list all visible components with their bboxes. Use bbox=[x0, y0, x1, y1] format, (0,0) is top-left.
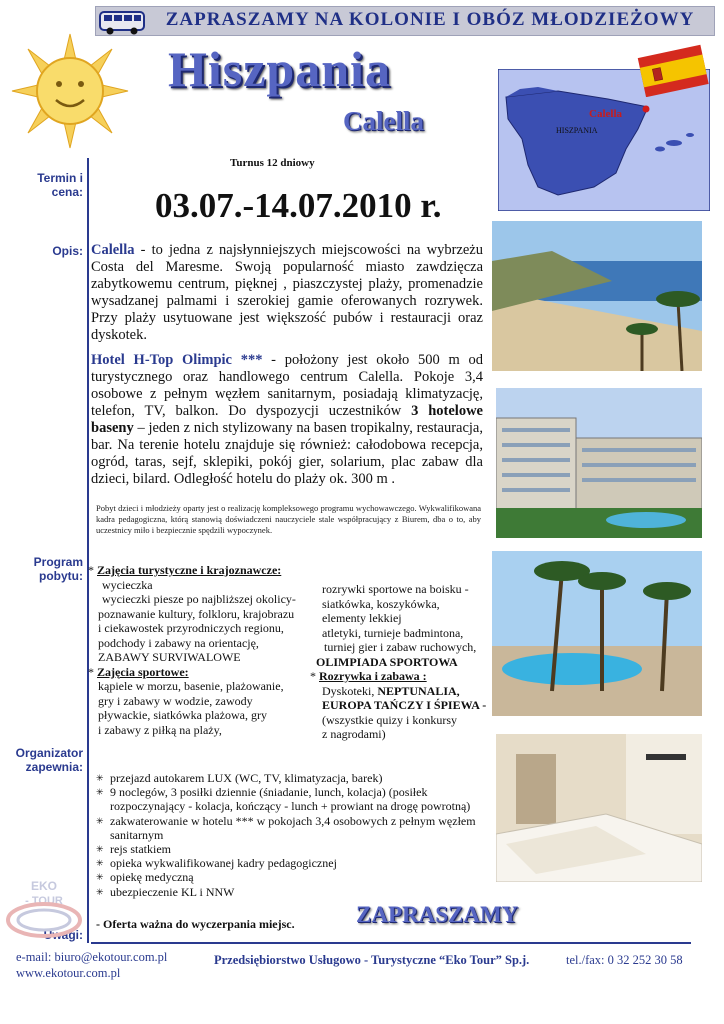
list-item: ✳ opiekę medyczną bbox=[96, 870, 496, 884]
program-note: Pobyt dzieci i młodzieży oparty jest o realizację kompleksowego programu wychowawczego. Wykwalifikowana kadra pedagogiczna, którą stanowią doświadczeni nauczyciele stale współpracujący z Biurem, dba o to, aby uczestnicy miło i bezpiecznie spędzili wypoczynek. bbox=[96, 503, 481, 535]
dates-text: 03.07.-14.07.2010 r. bbox=[155, 186, 442, 225]
opis-text: - to jedna z najsłynniejszych miejscowości na wybrzeżu Costa del Maresme. Swoją popularność miasto zawdzięcza zabytkowemu centrum, pięknej , piaszczystej plaży, promenadzie wysadzanej palmami i szerokiej gamie oferowanych rozrywek. Przy plaży usytuowane jest większość pubów i restauracji oraz dyskotek. bbox=[91, 242, 483, 343]
program-item: wycieczki piesze po najbliższej okolicy- bbox=[102, 592, 296, 606]
hotel-photo bbox=[496, 388, 702, 538]
list-item: ✳ przejazd autokarem LUX (WC, TV, klimatyzacja, barek) bbox=[96, 771, 496, 785]
program-heading-fun: Rozrywka i zabawa : bbox=[319, 669, 427, 683]
program-item: wycieczka bbox=[102, 577, 153, 592]
svg-text:EKO: EKO bbox=[30, 879, 58, 893]
program-item: i ciekawostek przyrodniczych regionu, bbox=[98, 621, 284, 635]
eko-tour-logo bbox=[4, 868, 84, 942]
sun-icon bbox=[10, 32, 130, 150]
hotel-text-1: - położony jest około 500 m od turystycznego oraz handlowego centrum Calella. Pokoje 3,4 osobowe z pełnym węzłem sanitarnym, posiadają klimatyzację, telefon, TV, balkon. Do dyspozycji uczestników bbox=[91, 352, 483, 419]
list-item: ✳ 9 noclegów, 3 posiłki dziennie (śniadanie, lunch, kolacja) (posiłek rozpoczynający - kolacja, kończący - lunch + prowiant na drogę powrotną) bbox=[96, 785, 496, 813]
program-item: podchody i zabawy na orientację, bbox=[98, 635, 259, 650]
program-olympics: OLIMPIADA SPORTOWA bbox=[316, 654, 458, 669]
hotel-paragraph bbox=[91, 352, 483, 488]
program-item: EUROPA TAŃCZY I ŚPIEWA - bbox=[322, 698, 487, 712]
organizer-list bbox=[96, 771, 496, 899]
turnus-text: Turnus 12 dniowy bbox=[230, 157, 315, 169]
program-item: pływackie, siatkówka plażowa, gry bbox=[98, 708, 267, 722]
label-opis: Opis: bbox=[52, 244, 83, 258]
map-city-label: Calella bbox=[589, 108, 622, 120]
pool-photo bbox=[492, 551, 702, 716]
list-item: ✳ rejs statkiem bbox=[96, 842, 496, 856]
opis-lead: Calella bbox=[91, 242, 135, 258]
page-title: Hiszpania bbox=[168, 41, 391, 97]
invite-heading: ZAPRASZAMY bbox=[356, 902, 519, 927]
vertical-divider bbox=[87, 158, 89, 943]
label-program: Program pobytu: bbox=[33, 555, 83, 583]
hotel-name: Hotel H-Top Olimpic *** bbox=[91, 352, 263, 368]
footer-website[interactable]: www.ekotour.com.pl bbox=[16, 966, 121, 980]
map-country-label: HISZPANIA bbox=[556, 126, 598, 135]
program-item: siatkówka, koszykówka, bbox=[322, 596, 440, 611]
program-heading-sport: Zajęcia sportowe: bbox=[97, 664, 189, 679]
program-item: z nagrodami) bbox=[322, 727, 386, 741]
room-photo bbox=[496, 734, 702, 882]
hotel-text-2: – jeden z nich stylizowany na basen tropikalny, restauracja, bar. Na terenie hotelu znajduje się również: całodobowa recepcja, ogród, taras, sejf, sklepiki, pokój gier, solarium, plac zabaw dla dzieci, bilard. Odległość hotelu do plaży ok. 300 m . bbox=[91, 420, 483, 487]
label-organizator: Organizator zapewnia: bbox=[15, 746, 83, 774]
program-right: rozrywki sportowe na boisku - siatkówka, koszykówka, elementy lekkiej atletyki, turnieje badmintona, turniej gier i zabaw ruchowych, OLIMPIADA SPORTOWA * Rozrywka i zabawa : Dyskoteki, NEPTUNALIA, EUROPA TAŃCZY I ŚPIEWA - (wszystkie quizy i konkursy z nagrodami) bbox=[310, 582, 500, 742]
program-item: atletyki, turnieje badmintona, bbox=[322, 625, 464, 640]
list-item: ✳ ubezpieczenie KL i NNW bbox=[96, 885, 496, 899]
footer-divider bbox=[91, 942, 691, 944]
svg-text:- TOUR: - TOUR bbox=[25, 895, 63, 907]
program-item: Dyskoteki, NEPTUNALIA, bbox=[322, 683, 460, 698]
program-item: turniej gier i zabaw ruchowych, bbox=[324, 640, 477, 654]
program-item: i zabawy z piłką na plaży, bbox=[98, 722, 222, 737]
opis-paragraph bbox=[91, 242, 483, 344]
list-item: ✳ zakwaterowanie w hotelu *** w pokojach 3,4 osobowych z pełnym węzłem sanitarnym bbox=[96, 814, 496, 842]
footer-email[interactable]: e-mail: biuro@ekotour.com.pl bbox=[16, 950, 168, 964]
label-uwagi: Uwagi: bbox=[43, 928, 83, 942]
program-item: ZABAWY SURVIWALOWE bbox=[98, 650, 241, 664]
program-heading-tourism: Zajęcia turystyczne i krajoznawcze: bbox=[97, 563, 282, 577]
page-subtitle: Calella bbox=[343, 106, 424, 136]
program-item: elementy lekkiej bbox=[322, 611, 402, 625]
program-item: gry i zabawy w wodzie, zawody bbox=[98, 693, 253, 708]
spain-flag-icon bbox=[637, 43, 709, 97]
label-termin: Termin i cena: bbox=[37, 171, 83, 199]
beach-photo bbox=[492, 221, 702, 371]
offer-note: - Oferta ważna do wyczerpania miejsc. bbox=[96, 917, 295, 931]
banner-text: ZAPRASZAMY NA KOLONIE I OBÓZ MŁODZIEŻOWY bbox=[165, 9, 695, 30]
list-item: ✳ opieka wykwalifikowanej kadry pedagogicznej bbox=[96, 856, 496, 870]
program-item: poznawanie kultury, folkloru, krajobrazu bbox=[98, 606, 295, 621]
program-item: rozrywki sportowe na boisku - bbox=[322, 582, 469, 596]
footer-company: Przedsiębiorstwo Usługowo - Turystyczne “Eko Tour” Sp.j. bbox=[214, 953, 530, 967]
program-item: (wszystkie quizy i konkursy bbox=[322, 712, 457, 727]
hotel-pools: 3 hotelowe baseny bbox=[91, 403, 483, 436]
program-item: kąpiele w morzu, basenie, plażowanie, bbox=[98, 679, 284, 693]
program-left: * Zajęcia turystyczne i krajoznawcze: wycieczka wycieczki piesze po najbliższej okolicy- poznawanie kultury, folkloru, krajobrazu i ciekawostek przyrodniczych regionu, podchody i zabawy na orientację, ZABAWY SURVIWALOWE * Zajęcia sportowe: kąpiele w morzu, basenie, plażowanie, gry i zabawy w wodzie, zawody pływackie, siatkówka plażowa, gry i zabawy z piłką na plaży, bbox=[88, 563, 318, 737]
footer-phone: tel./fax: 0 32 252 30 58 bbox=[566, 953, 683, 967]
